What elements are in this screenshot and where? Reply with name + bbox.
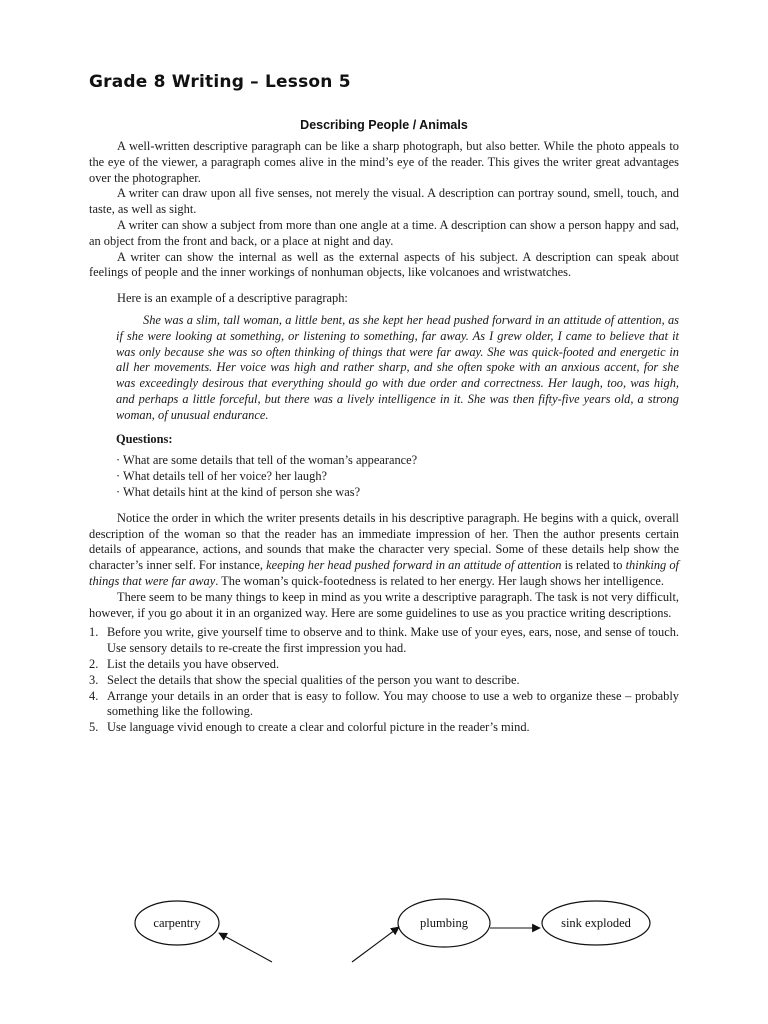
guideline-number: 1.: [89, 625, 99, 640]
guideline-item: [89, 689, 679, 721]
web-node-sink-exploded: [542, 901, 650, 945]
node-label: carpentry: [153, 916, 201, 930]
page-title: Grade 8 Writing – Lesson 5: [89, 72, 351, 92]
intro-paragraph: A writer can draw upon all five senses, not merely the visual. A description can portray sound, smell, touch, and taste, as well as sight.: [89, 186, 679, 217]
guideline-item: [89, 625, 679, 657]
document-body: [89, 139, 679, 736]
node-label: sink exploded: [561, 916, 631, 930]
guideline-item: [89, 720, 679, 736]
question-item: · What details tell of her voice? her laugh?: [116, 469, 328, 484]
analysis-text: is related to: [561, 558, 626, 573]
analysis-text: Notice the order in which the writer presents details in his descriptive paragraph. He begins with a quick, overall description of the woman so that the reader has an immediate impression of her. Then the author presents certain details of appearance, actions, and sounds that make the character very special. Some of these details help show the character’s inner self. For instance,: [89, 510, 679, 573]
arrow-to-carpentry: [219, 933, 272, 962]
analysis-quote: thinking of things that were far away: [89, 558, 679, 588]
analysis-text: . The woman’s quick-footedness is related to her energy. Her laugh shows her intelligence.: [215, 573, 665, 588]
guideline-item: [89, 657, 679, 673]
intro-paragraph: A well-written descriptive paragraph can be like a sharp photograph, but also better. While the photo appeals to the eye of the viewer, a paragraph comes alive in the mind’s eye of the reader. This gives the writer great advantages over the photographer.: [89, 139, 679, 185]
example-intro: Here is an example of a descriptive paragraph:: [117, 291, 348, 306]
intro-paragraph: A writer can show the internal as well as the external aspects of his subject. A description can speak about feelings of people and the inner workings of nonhuman objects, like volcanoes and wristwatches.: [89, 249, 679, 280]
guidelines-list: [89, 625, 679, 736]
question-item: · What details hint at the kind of person she was?: [116, 484, 361, 499]
guideline-item: [89, 673, 679, 689]
guideline-number: 2.: [89, 656, 99, 671]
questions-list: [116, 453, 679, 500]
guideline-number: 3.: [89, 672, 99, 687]
guideline-number: 5.: [89, 720, 99, 735]
guideline-text: List the details you have observed.: [107, 656, 280, 671]
example-paragraph: She was a slim, tall woman, a little bent, as she kept her head pushed forward in an attitude of attention, as if she were looking at something, or listening to something, far away. As I grew older, I came to believe that it was only because she was so often thinking of things that were far away. She was quick-footed and energetic in all her movements. Her voice was high and rather sharp, and she often spoke with an anxious accent, for she was exceedingly desirous that everything should go with due order and correctness. Her laugh, too, was high, and perhaps a little forceful, but there was a lively intelligence in it. She was then fifty-five years old, a strong woman, of unusual endurance.: [116, 312, 679, 422]
questions-heading: Questions:: [116, 431, 173, 446]
guideline-text: Arrange your details in an order that is easy to follow. You may choose to use a web to organize these – probably something like the following.: [107, 688, 679, 719]
guideline-text: Use language vivid enough to create a clear and colorful picture in the reader’s mind.: [107, 720, 530, 735]
guideline-text: Select the details that show the special qualities of the person you want to describe.: [107, 672, 520, 687]
intro-paragraph: A writer can show a subject from more than one angle at a time. A description can show a person happy and sad, an object from the front and back, or a place at night and day.: [89, 217, 679, 248]
guideline-number: 4.: [89, 688, 99, 703]
analysis-quote: keeping her head pushed forward in an attitude of attention: [266, 558, 562, 573]
web-node-carpentry: [135, 901, 219, 945]
web-diagram: [0, 880, 768, 1024]
analysis-paragraph: There seem to be many things to keep in mind as you write a descriptive paragraph. The task is not very difficult, however, if you go about it in an organized way. Here are some guidelines to use as you practice writing descriptions.: [89, 589, 679, 620]
web-node-plumbing: [398, 899, 490, 947]
arrow-to-plumbing: [352, 927, 399, 962]
analysis-paragraph: [89, 511, 679, 590]
question-item: · What are some details that tell of the woman’s appearance?: [116, 453, 418, 468]
guideline-text: Before you write, give yourself time to observe and to think. Make use of your eyes, ears, nose, and sense of touch. Use sensory details to re-create the first impression you had.: [107, 625, 679, 656]
section-subtitle: Describing People / Animals: [300, 118, 468, 132]
node-label: plumbing: [420, 916, 468, 930]
